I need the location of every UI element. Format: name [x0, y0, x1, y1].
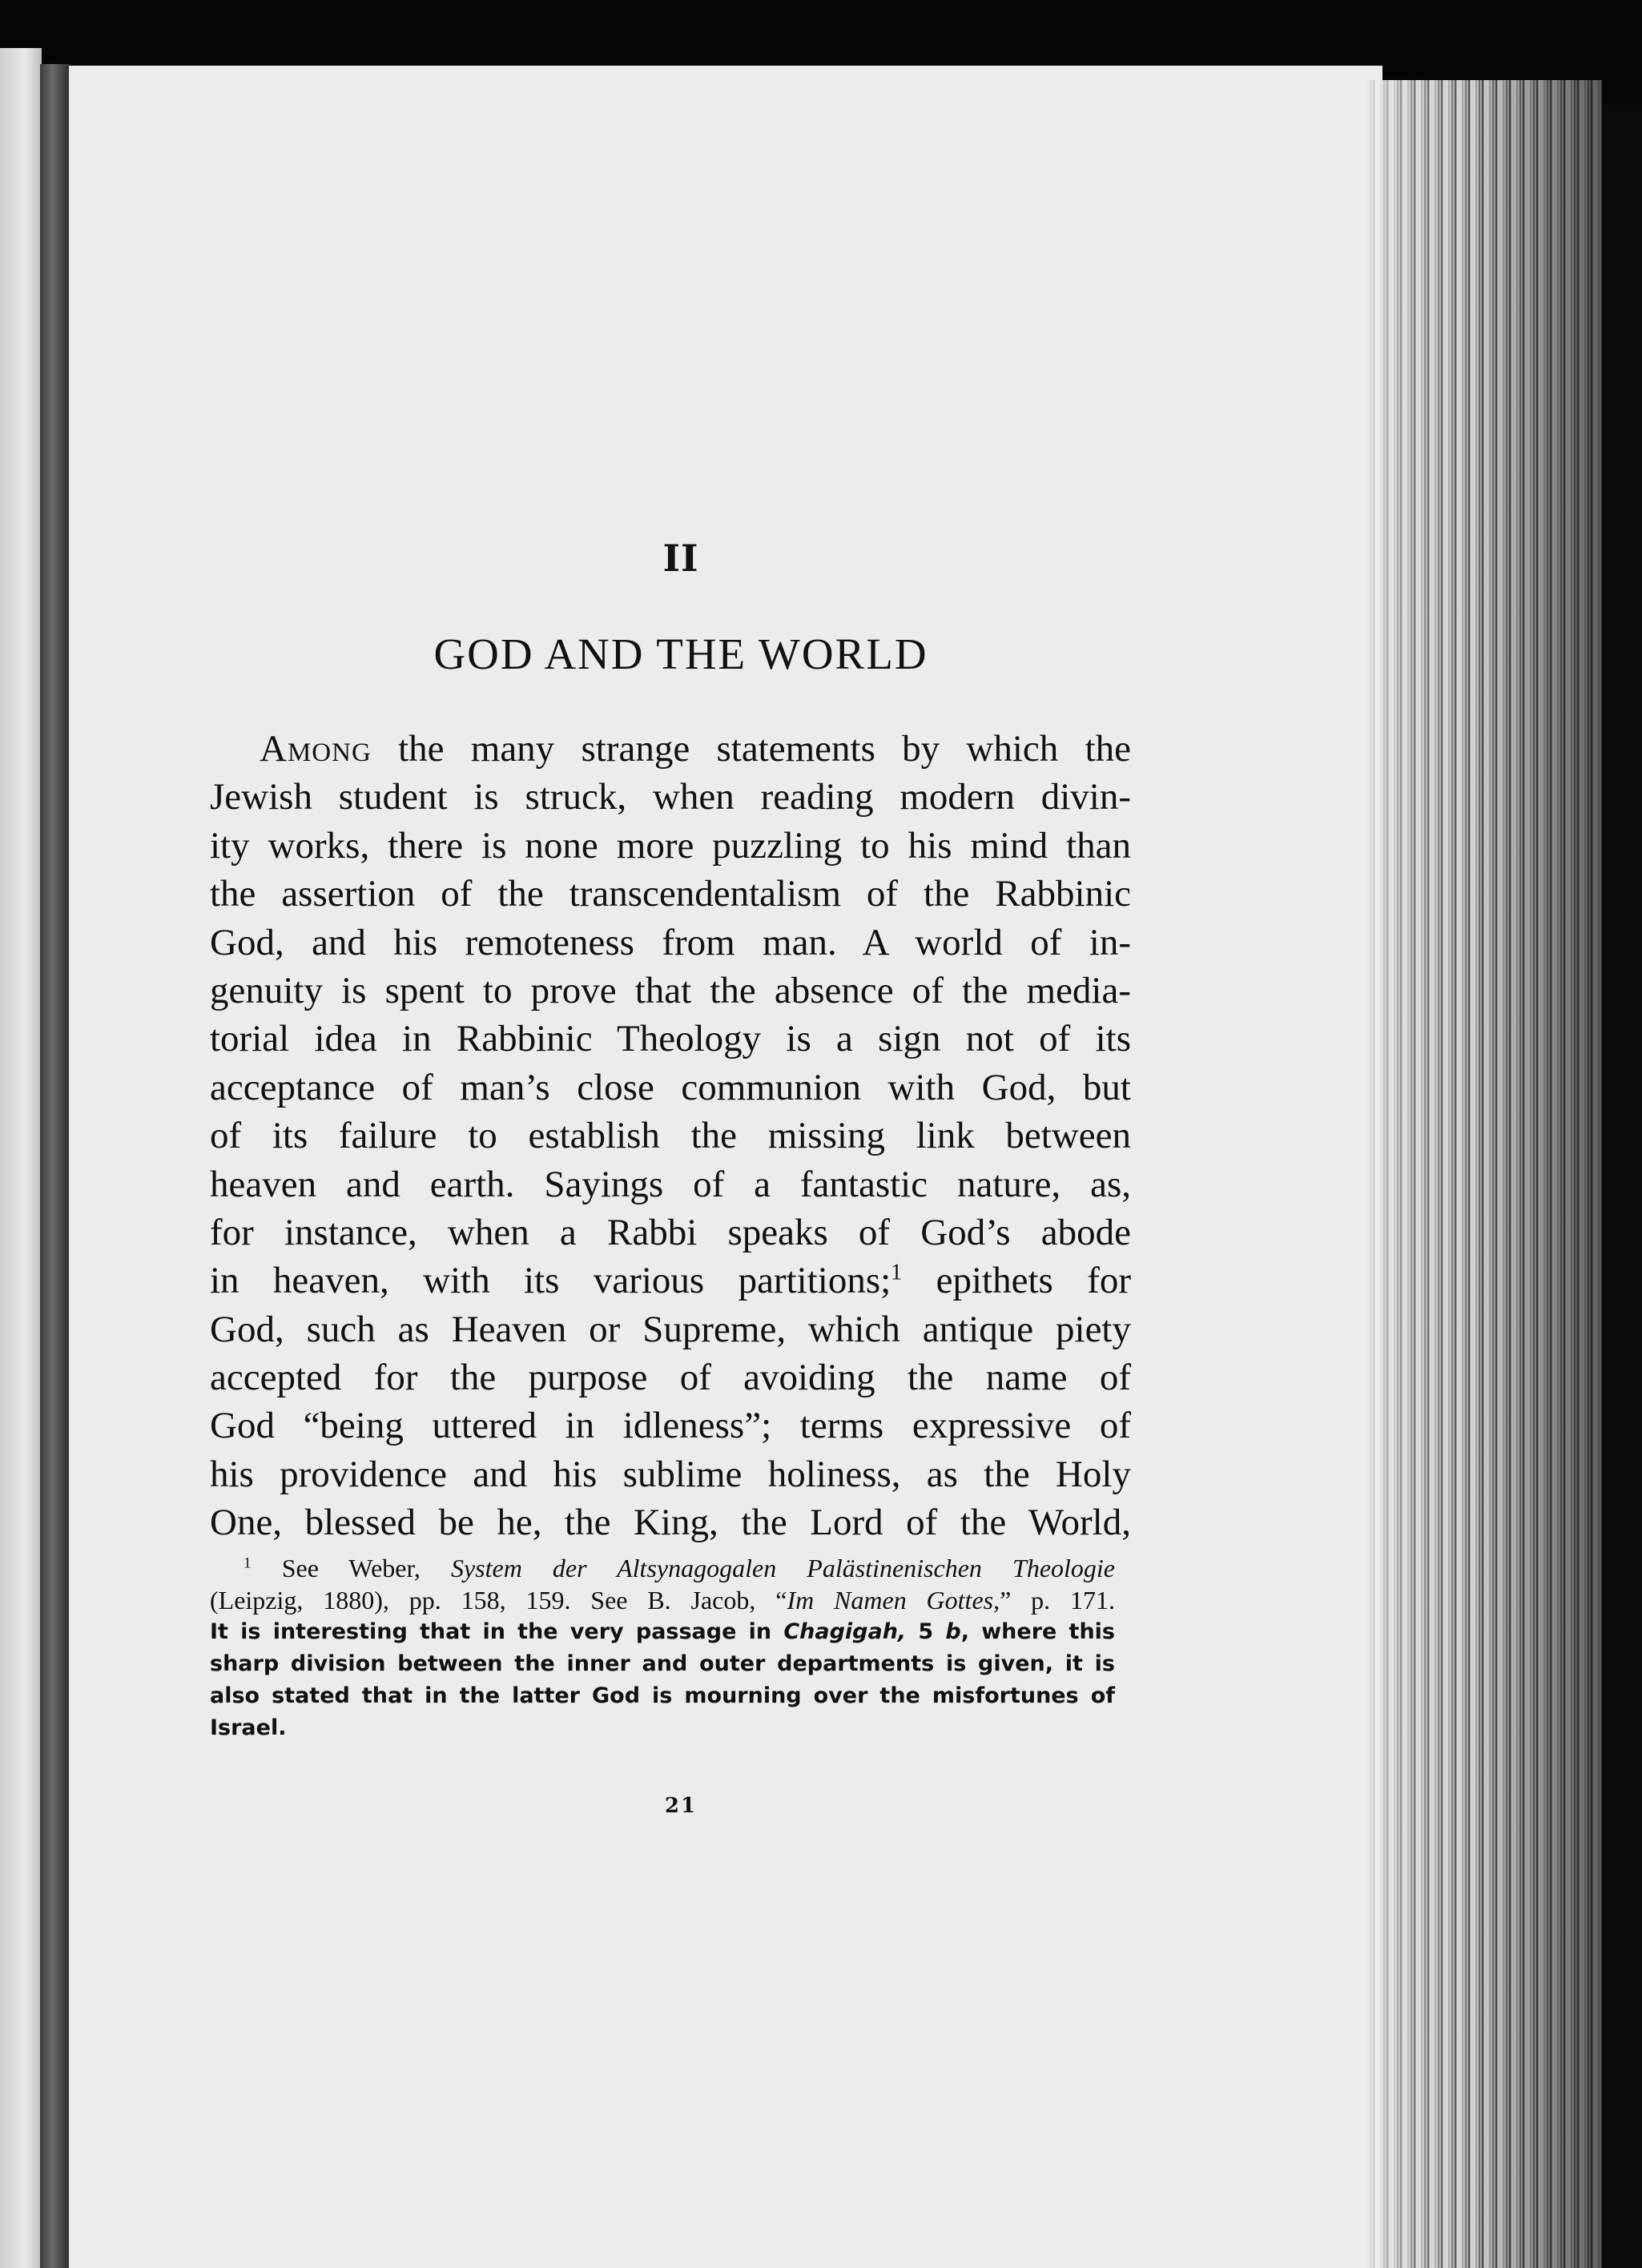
facing-page-edge — [0, 48, 42, 2268]
drop-word: Among — [260, 728, 372, 770]
body-line: ity works, there is none more puzzling to his mind than — [210, 824, 1131, 867]
chapter-title: GOD AND THE WORLD — [433, 629, 928, 678]
footnote-line: $^1$ See Weber, System der Altsynagogalen Palästinenischen Theologie — [243, 1554, 1116, 1582]
page-edges-shadow — [1362, 80, 1602, 2268]
body-line: God, such as Heaven or Supreme, which antique piety — [210, 1308, 1131, 1350]
footnote-line: (Leipzig, 1880), pp. 158, 159. See B. Jacob, “Im Namen Gottes,” p. 171. — [210, 1586, 1116, 1615]
body-text — [210, 725, 1131, 1547]
body-line: One, blessed be he, the King, the Lord of the World, — [210, 1502, 1131, 1544]
body-line: his providence and his sublime holiness, as the Holy — [210, 1453, 1131, 1495]
body-line: of its failure to establish the missing link between — [210, 1115, 1131, 1157]
body-line: Among the many strange statements by which the — [260, 728, 1131, 770]
body-line: for instance, when a Rabbi speaks of God’s abode — [210, 1211, 1131, 1253]
footnote-line: It is interesting that in the very passage in Chagigah, 5 b, where this — [210, 1619, 1115, 1644]
page-number: 21 — [664, 1794, 698, 1818]
footnote-ref: 1 — [891, 1260, 903, 1285]
outer-border — [1602, 104, 1642, 2268]
book-spine — [40, 64, 70, 2268]
body-line: accepted for the purpose of avoiding the name of — [210, 1357, 1131, 1399]
body-line: in heaven, with its various partitions;$^1$ epithets for — [210, 1260, 1131, 1302]
body-line: God, and his remoteness from man. A world of in- — [210, 921, 1131, 963]
body-line: the assertion of the transcendentalism of the Rabbinic — [210, 873, 1131, 915]
chapter-number: II — [662, 537, 699, 580]
body-line: Jewish student is struck, when reading modern divin- — [210, 776, 1131, 818]
body-line: genuity is spent to prove that the absence of the media- — [210, 969, 1131, 1011]
footnote-line: sharp division between the inner and outer departments is given, it is — [210, 1651, 1115, 1676]
footnote — [210, 1552, 1115, 1744]
body-line: torial idea in Rabbinic Theology is a sign not of its — [210, 1018, 1131, 1060]
body-line: heaven and earth. Sayings of a fantastic nature, as, — [210, 1163, 1131, 1205]
body-line: God “being uttered in idleness”; terms expressive of — [210, 1405, 1131, 1447]
footnote-marker: 1 — [243, 1554, 252, 1572]
body-line: acceptance of man’s close communion with God, but — [210, 1066, 1131, 1108]
footnote-line: also stated that in the latter God is mourning over the misfortunes of — [210, 1683, 1115, 1708]
footnote-line: Israel. — [210, 1715, 287, 1740]
